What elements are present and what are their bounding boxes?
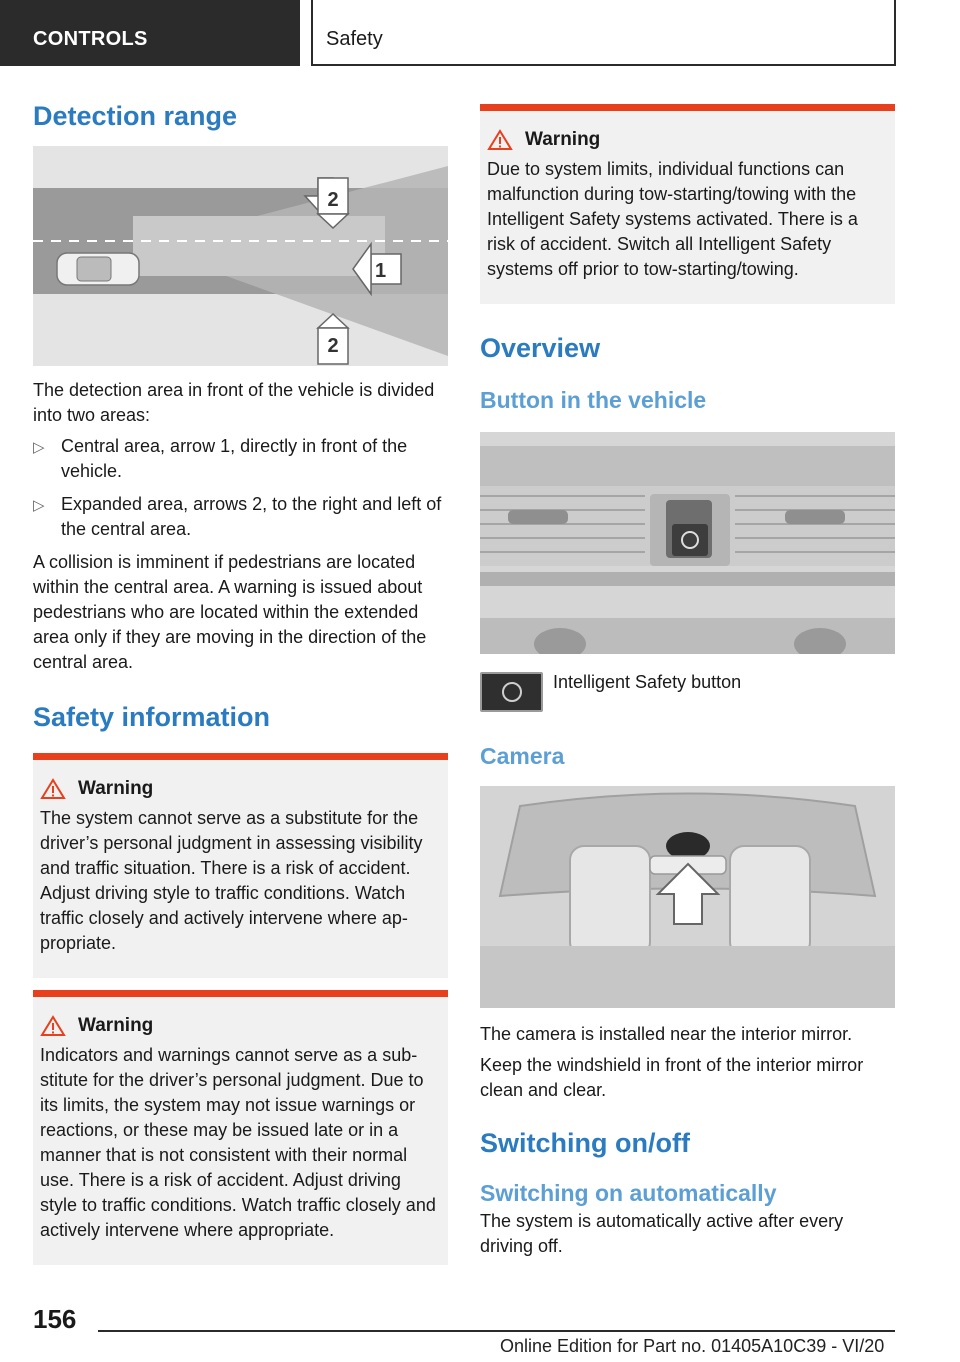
warning-triangle-icon — [40, 1015, 66, 1037]
detection-intro: The detection area in front of the vehicle is divided into two areas: — [33, 380, 435, 425]
camera-clean-text: Keep the windshield in front of the interior mirror clean and clear. — [480, 1055, 864, 1100]
warning-heading: Warning — [78, 1015, 154, 1036]
warning-text: Due to system limits, individual functions can malfunction during tow-starting/towing with the Intelligent Safety systems activated. There is a risk of accident. Switch all Intelligent Safety systems off prior to tow-starting/towing. — [487, 159, 858, 279]
page-footer — [0, 1296, 960, 1362]
bullet-triangle-icon: ▷ — [33, 497, 45, 514]
warning-box-2 — [33, 990, 448, 1265]
button-in-vehicle-heading: Button in the vehicle — [480, 387, 707, 413]
switching-on-auto-text: The system is automatically active after every driving off. — [480, 1211, 844, 1256]
camera-location-text: The camera is installed near the interior mirror. — [480, 1024, 853, 1044]
section-tab: CONTROLS — [0, 0, 300, 66]
svg-text:1: 1 — [375, 260, 387, 282]
dashboard-button-image — [480, 432, 895, 654]
warning-triangle-icon — [40, 778, 66, 800]
detection-range-heading: Detection range — [33, 101, 238, 131]
warning-heading: Warning — [78, 778, 154, 799]
button-label: Intelligent Safety button — [553, 672, 742, 692]
right-column — [480, 104, 895, 1259]
switching-on-auto-heading: Switching on automatically — [480, 1180, 777, 1206]
warning-text: The system cannot serve as a substitute for the driver’s personal judgment in assessing visibility and traffic situation. There is a risk of accident. Adjust driving style to traffic conditions. Watch traffic closely and actively intervene where appropriate. — [40, 808, 423, 953]
warning-text: Indicators and warnings cannot serve as a substitute for the driver’s personal judgment. Due to its limits, the system may not issue warnings or reactions, or these may be issued late or in a manner that is not consistent with their normal use. There is a risk of accident. Adjust driving style to traffic conditions. Watch traffic closely and actively intervene where appropriate. — [40, 1045, 436, 1240]
bullet-triangle-icon: ▷ — [33, 439, 45, 456]
page-header — [0, 0, 960, 66]
camera-photo — [480, 786, 895, 1008]
detection-diagram — [33, 146, 448, 366]
page-number: 156 — [33, 1304, 77, 1334]
svg-text:2: 2 — [327, 335, 339, 357]
intelligent-safety-icon — [480, 672, 543, 712]
collision-text: A collision is imminent if pedestrians are located within the central area. A warning is issued about pedestrians who are located within the extended area only if they are moving in the direction of the central area. — [33, 552, 427, 672]
warning-box-3 — [480, 104, 895, 304]
list-item: ▷ Central area, arrow 1, directly in front of the vehicle. — [33, 436, 408, 481]
edition-text: Online Edition for Part no. 01405A10C39 - VI/20 — [500, 1336, 885, 1356]
list-item: ▷ Expanded area, arrows 2, to the right and left of the central area. — [33, 494, 442, 539]
button-photo — [480, 432, 895, 654]
overview-heading: Overview — [480, 333, 601, 363]
svg-text:2: 2 — [327, 189, 339, 211]
safety-information-heading: Safety information — [33, 702, 271, 732]
footer-divider — [98, 1330, 895, 1332]
warning-box-1 — [33, 753, 448, 978]
left-column — [33, 100, 448, 1265]
detection-areas-list — [33, 434, 448, 542]
camera-location-image — [480, 786, 895, 1008]
button-legend — [480, 672, 895, 712]
camera-heading: Camera — [480, 743, 565, 769]
warning-heading: Warning — [525, 129, 601, 150]
switching-heading: Switching on/off — [480, 1128, 690, 1158]
chapter-tab: Safety — [311, 0, 896, 66]
detection-range-figure — [33, 146, 448, 366]
warning-triangle-icon — [487, 129, 513, 151]
